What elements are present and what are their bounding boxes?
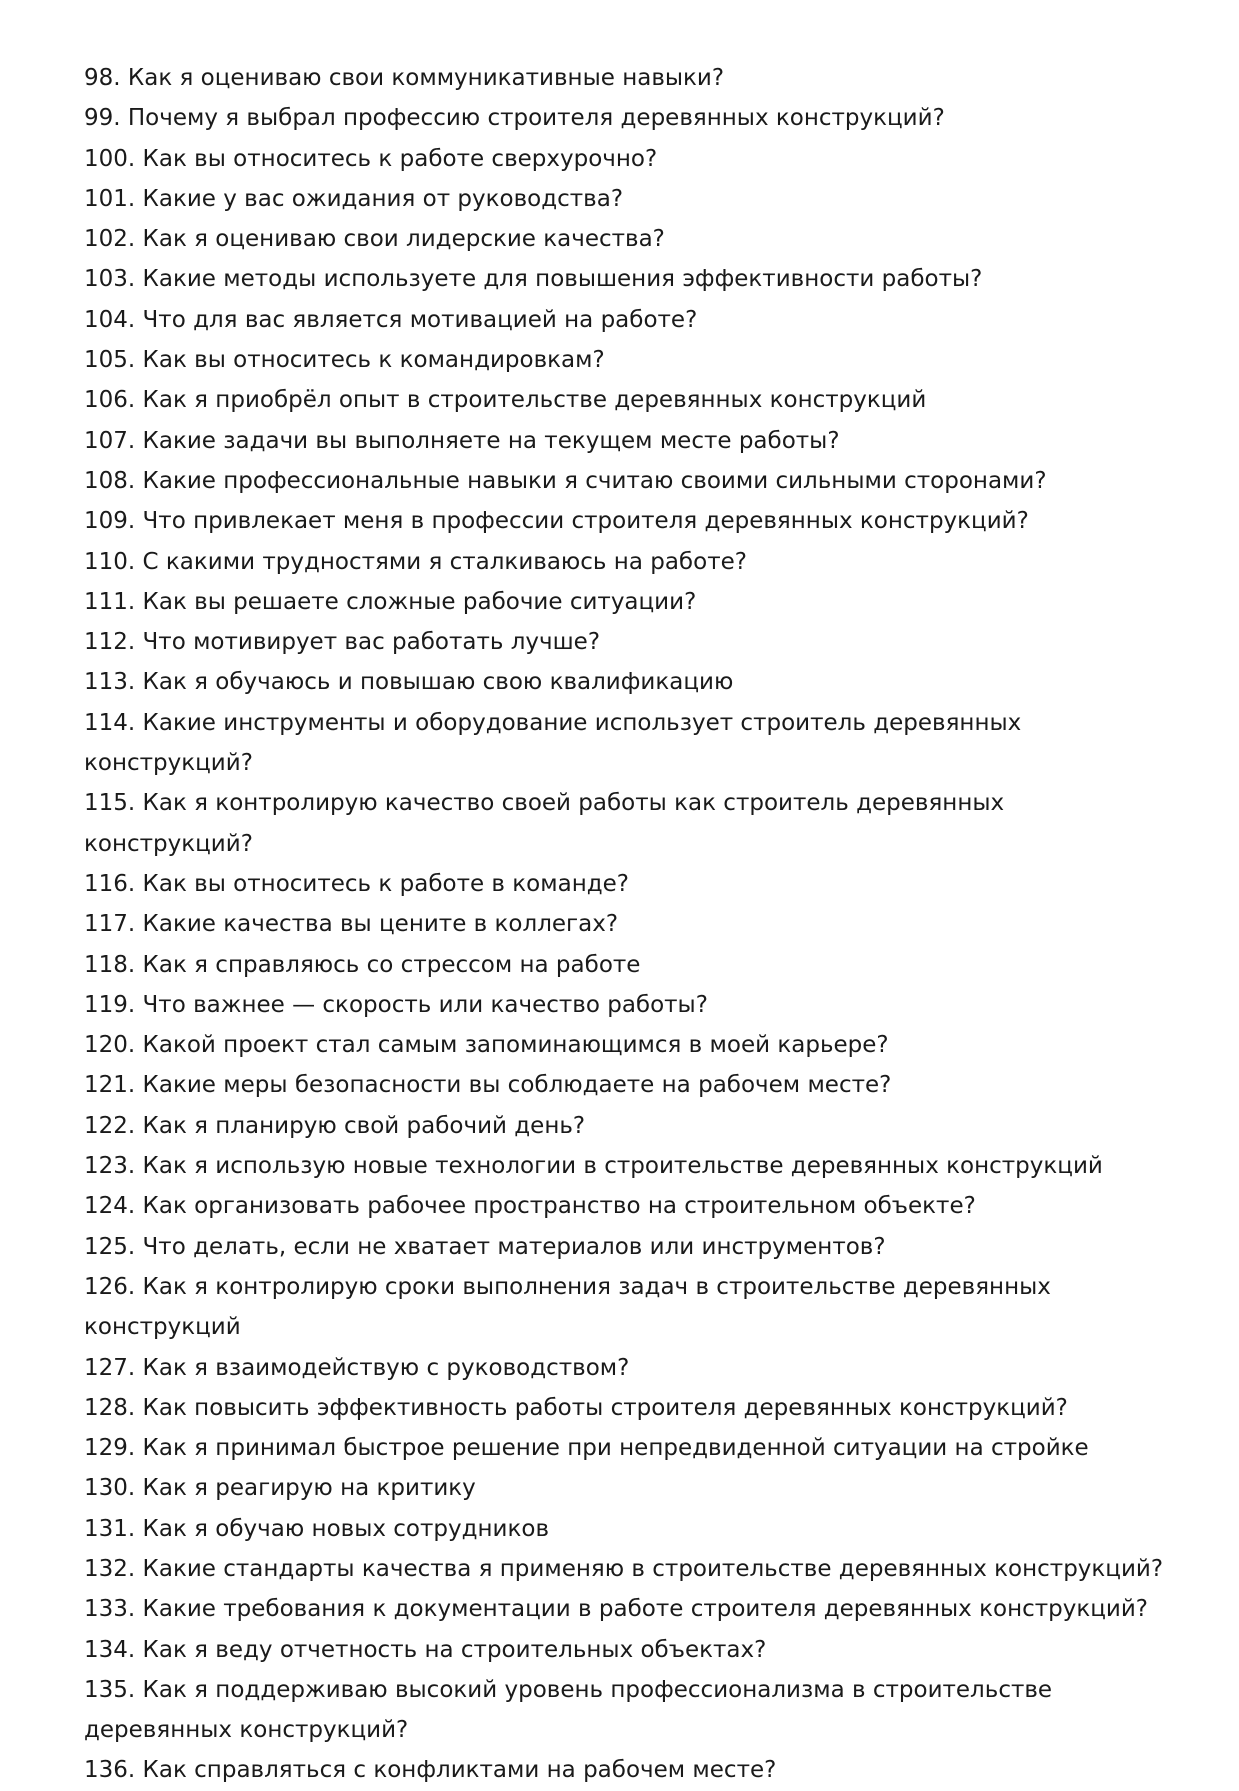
question-item: [84, 300, 1164, 340]
question-item: [84, 58, 1164, 98]
question-number: 115.: [84, 790, 136, 817]
question-item: [84, 1388, 1164, 1428]
question-number: 100.: [84, 145, 136, 172]
question-item: [84, 179, 1164, 219]
question-item: [84, 1630, 1164, 1670]
question-number: 134.: [84, 1636, 136, 1663]
question-text: Как я принимал быстрое решение при непредвиденной ситуации на стройке: [142, 1435, 1089, 1462]
question-text: Как я контролирую качество своей работы как строитель деревянных конструкций?: [84, 790, 1005, 857]
question-item: [84, 421, 1164, 461]
question-item: [84, 1227, 1164, 1267]
question-number: 116.: [84, 870, 136, 897]
question-item: [84, 1509, 1164, 1549]
question-item: [84, 783, 1164, 864]
question-text: Как я справляюсь со стрессом на работе: [142, 951, 641, 978]
question-number: 131.: [84, 1515, 136, 1542]
question-item: [84, 1267, 1164, 1348]
question-number: 122.: [84, 1112, 136, 1139]
question-text: Как я реагирую на критику: [142, 1475, 476, 1502]
question-item: [84, 1065, 1164, 1105]
question-item: [84, 1106, 1164, 1146]
question-text: Как я обучаюсь и повышаю свою квалификацию: [142, 669, 734, 696]
question-number: 111.: [84, 588, 136, 615]
question-text: Как вы относитесь к работе сверхурочно?: [142, 145, 658, 172]
question-number: 127.: [84, 1354, 136, 1381]
question-item: [84, 1750, 1164, 1790]
question-item: [84, 904, 1164, 944]
question-text: Что привлекает меня в профессии строителя деревянных конструкций?: [142, 508, 1029, 535]
question-number: 103.: [84, 266, 136, 293]
question-number: 126.: [84, 1273, 136, 1300]
question-number: 112.: [84, 629, 136, 656]
question-item: [84, 461, 1164, 501]
question-text: Как я обучаю новых сотрудников: [142, 1515, 550, 1542]
question-text: С какими трудностями я сталкиваюсь на работе?: [142, 548, 747, 575]
question-text: Как организовать рабочее пространство на строительном объекте?: [142, 1193, 976, 1220]
question-number: 107.: [84, 427, 136, 454]
question-number: 120.: [84, 1032, 136, 1059]
question-item: [84, 1146, 1164, 1186]
question-item: [84, 1186, 1164, 1226]
question-item: [84, 1468, 1164, 1508]
question-text: Как справляться с конфликтами на рабочем месте?: [142, 1757, 777, 1784]
question-text: Как вы относитесь к командировкам?: [142, 347, 605, 374]
question-item: [84, 703, 1164, 784]
question-item: [84, 542, 1164, 582]
question-number: 117.: [84, 911, 136, 938]
question-text: Что важнее — скорость или качество работы?: [142, 991, 708, 1018]
question-text: Как повысить эффективность работы строителя деревянных конструкций?: [142, 1394, 1068, 1421]
question-number: 109.: [84, 508, 136, 535]
question-number: 124.: [84, 1193, 136, 1220]
question-number: 99.: [84, 105, 121, 132]
question-number: 130.: [84, 1475, 136, 1502]
question-text: Как я поддерживаю высокий уровень профессионализма в строительстве деревянных конструкций?: [84, 1676, 1053, 1744]
question-text: Какие меры безопасности вы соблюдаете на рабочем месте?: [142, 1072, 892, 1099]
question-text: Как я использую новые технологии в строительстве деревянных конструкций: [142, 1153, 1103, 1180]
question-item: [84, 219, 1164, 259]
question-number: 102.: [84, 226, 136, 253]
question-number: 118.: [84, 951, 136, 978]
question-item: [84, 582, 1164, 622]
question-item: [84, 380, 1164, 420]
question-text: Как вы решаете сложные рабочие ситуации?: [142, 588, 697, 615]
question-item: [84, 98, 1164, 138]
question-list: [84, 58, 1164, 1791]
question-item: [84, 622, 1164, 662]
question-text: Как вы относитесь к работе в команде?: [142, 870, 630, 897]
question-text: Что делать, если не хватает материалов или инструментов?: [142, 1233, 886, 1260]
question-number: 119.: [84, 991, 136, 1018]
question-item: [84, 501, 1164, 541]
question-item: [84, 259, 1164, 299]
question-item: [84, 985, 1164, 1025]
question-text: Как я оцениваю свои лидерские качества?: [142, 226, 665, 253]
question-number: 108.: [84, 467, 136, 494]
question-item: [84, 340, 1164, 380]
question-number: 136.: [84, 1757, 136, 1784]
question-item: [84, 1589, 1164, 1629]
question-text: Какие у вас ожидания от руководства?: [142, 185, 624, 212]
question-number: 104.: [84, 306, 136, 333]
question-number: 125.: [84, 1233, 136, 1260]
question-number: 114.: [84, 709, 136, 736]
question-number: 101.: [84, 185, 136, 212]
question-item: [84, 1348, 1164, 1388]
question-text: Какие профессиональные навыки я считаю своими сильными сторонами?: [142, 467, 1047, 494]
question-text: Как я планирую свой рабочий день?: [142, 1112, 586, 1139]
question-item: [84, 945, 1164, 985]
question-number: 110.: [84, 548, 136, 575]
question-number: 133.: [84, 1596, 136, 1623]
question-number: 135.: [84, 1676, 136, 1703]
question-item: [84, 864, 1164, 904]
question-item: [84, 1670, 1164, 1751]
question-item: [84, 1025, 1164, 1065]
question-number: 121.: [84, 1072, 136, 1099]
question-text: Какие задачи вы выполняете на текущем месте работы?: [142, 427, 840, 454]
question-text: Что для вас является мотивацией на работе?: [142, 306, 698, 333]
question-text: Как я взаимодействую с руководством?: [142, 1354, 630, 1381]
question-number: 128.: [84, 1394, 136, 1421]
question-text: Почему я выбрал профессию строителя деревянных конструкций?: [127, 105, 945, 132]
question-number: 106.: [84, 387, 136, 414]
question-text: Какие методы используете для повышения эффективности работы?: [142, 266, 983, 293]
question-item: [84, 139, 1164, 179]
question-text: Как я контролирую сроки выполнения задач в строительстве деревянных конструкций: [84, 1273, 1051, 1341]
question-text: Что мотивирует вас работать лучше?: [142, 629, 601, 656]
question-text: Какой проект стал самым запоминающимся в моей карьере?: [142, 1032, 889, 1059]
question-text: Как я веду отчетность на строительных объектах?: [142, 1636, 767, 1663]
question-text: Какие качества вы цените в коллегах?: [142, 911, 619, 938]
question-number: 129.: [84, 1435, 136, 1462]
question-text: Какие стандарты качества я применяю в строительстве деревянных конструкций?: [142, 1555, 1164, 1582]
question-number: 123.: [84, 1153, 136, 1180]
question-text: Как я оцениваю свои коммуникативные навыки?: [127, 65, 725, 91]
question-number: 113.: [84, 669, 136, 696]
question-number: 132.: [84, 1555, 136, 1582]
question-item: [84, 1428, 1164, 1468]
question-number: 105.: [84, 347, 136, 374]
question-text: Какие требования к документации в работе строителя деревянных конструкций?: [142, 1596, 1149, 1623]
question-item: [84, 662, 1164, 702]
question-item: [84, 1549, 1164, 1589]
question-text: Какие инструменты и оборудование использует строитель деревянных конструкций?: [84, 709, 1022, 777]
question-text: Как я приобрёл опыт в строительстве деревянных конструкций: [142, 387, 927, 414]
question-number: 98.: [84, 65, 121, 91]
document-page: [84, 58, 1164, 1791]
